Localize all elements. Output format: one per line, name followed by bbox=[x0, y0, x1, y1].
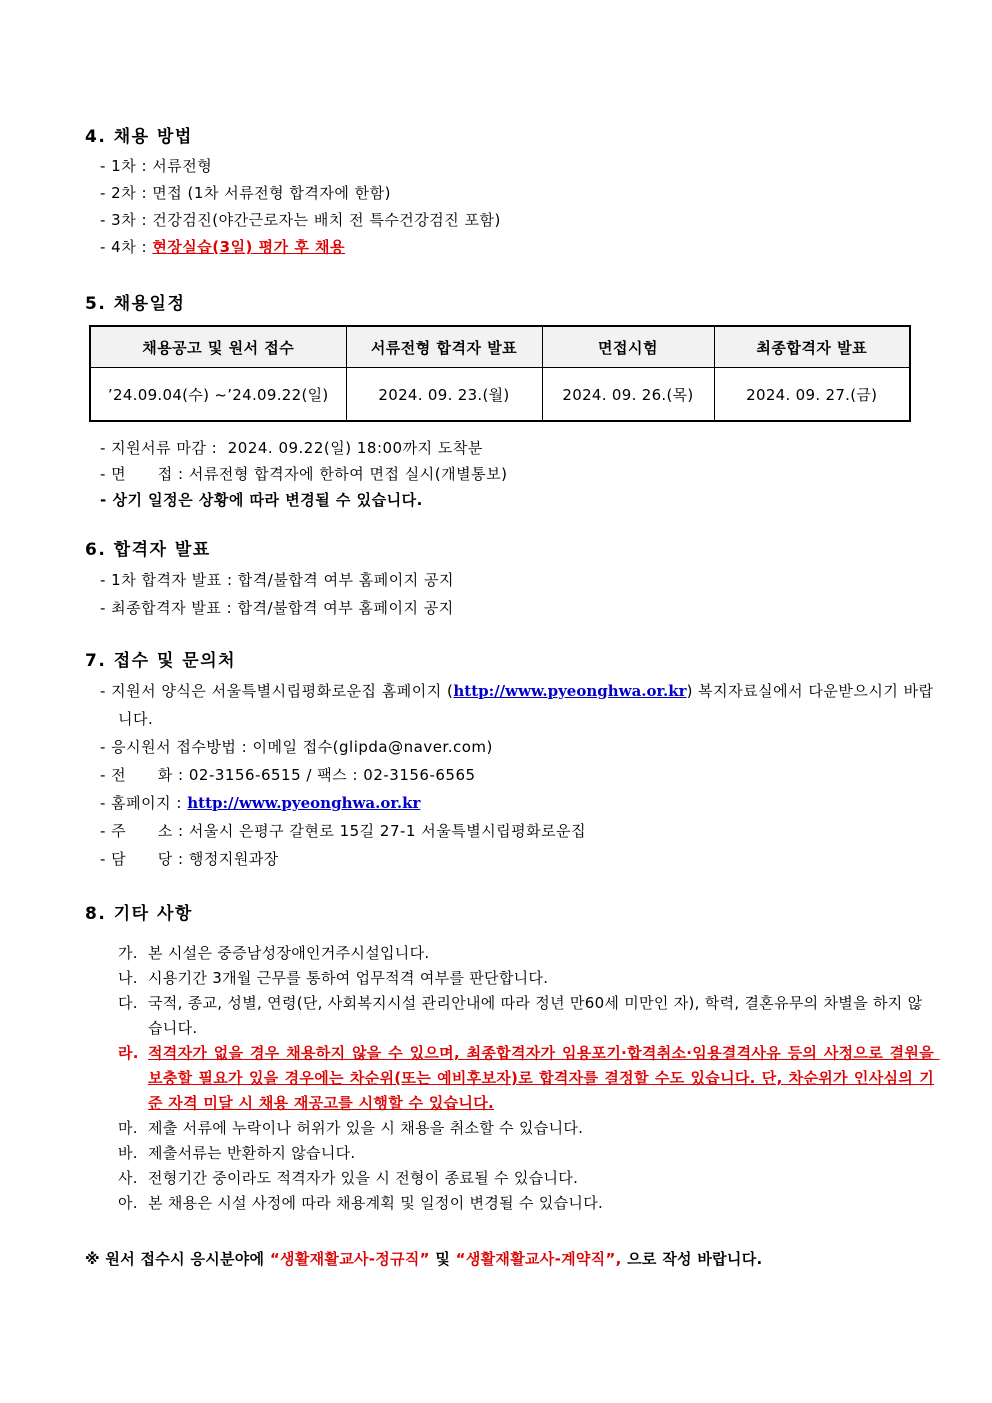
contact-form-prefix: - 지원서 양식은 서울특별시립평화로운집 홈페이지 ( bbox=[100, 682, 454, 700]
footnote-contract-position: “생활재활교사-계약직”, bbox=[455, 1250, 622, 1268]
schedule-table bbox=[89, 325, 911, 422]
schedule-note-interview: - 면 접 : 서류전형 합격자에 한하여 면접 실시(개별통보) bbox=[100, 465, 508, 483]
method-item-4 bbox=[85, 234, 934, 261]
schedule-interview-date: 2024. 09. 26.(목) bbox=[542, 368, 714, 422]
contact-manager-line: - 담 당 : 행정지원과장 bbox=[100, 850, 279, 868]
schedule-doc-result-date: 2024. 09. 23.(월) bbox=[346, 368, 542, 422]
contact-homepage-line bbox=[85, 789, 934, 817]
contact-form-suffix: ) 복지자료실에서 다운받으시기 바랍니다. bbox=[118, 682, 934, 728]
footnote-regular-position: “생활재활교사-정규직” bbox=[269, 1250, 430, 1268]
contact-form-line bbox=[85, 677, 934, 733]
schedule-col-apply: 채용공고 및 원서 접수 bbox=[90, 326, 346, 368]
etc-item-ra-warning: 라. 적격자가 없을 경우 채용하지 않을 수 있으며, 최종합격자가 임용포기·합격취소·임용결격사유 등의 사정으로 결원을 보충할 필요가 있을 경우에는 차순위(또는 예비후보자)로 합격자를 결정할 수도 있습니다. 단, 차순위가 인사심의 기준 자격 미달 시 채용 재공고를 시행할 수 있습니다. bbox=[118, 1044, 940, 1112]
footnote-prefix: ※ 원서 접수시 응시분야에 bbox=[85, 1250, 270, 1268]
schedule-note-deadline: - 지원서류 마감 : 2024. 09.22(일) 18:00까지 도착분 bbox=[100, 439, 483, 457]
section-etc bbox=[85, 903, 940, 1216]
schedule-apply-dates: ’24.09.04(수) ~’24.09.22(일) bbox=[90, 368, 346, 422]
section-heading-contact: 7. 접수 및 문의처 bbox=[85, 651, 237, 671]
etc-item-a: 아. 본 채용은 시설 사정에 따라 채용계획 및 일정이 변경될 수 있습니다. bbox=[118, 1194, 604, 1212]
etc-item-na: 나. 시용기간 3개월 근무를 통하여 업무적격 여부를 판단합니다. bbox=[118, 969, 549, 987]
method-item-4-highlight: 현장실습(3일) 평가 후 채용 bbox=[152, 238, 346, 256]
etc-item-da: 다. 국적, 종교, 성별, 연령(단, 사회복지시설 관리안내에 따라 정년 만60세 미만인 자), 학력, 결혼유무의 차별을 하지 않습니다. bbox=[118, 994, 923, 1037]
schedule-note-change: - 상기 일정은 상황에 따라 변경될 수 있습니다. bbox=[100, 491, 423, 509]
schedule-header-row bbox=[90, 326, 910, 368]
footnote-mid: 및 bbox=[429, 1250, 456, 1268]
etc-item-sa: 사. 전형기간 중이라도 적격자가 있을 시 전형이 종료될 수 있습니다. bbox=[118, 1169, 579, 1187]
schedule-final-date: 2024. 09. 27.(금) bbox=[714, 368, 910, 422]
schedule-data-row bbox=[90, 368, 910, 422]
etc-item-ma: 마. 제출 서류에 누락이나 허위가 있을 시 채용을 취소할 수 있습니다. bbox=[118, 1119, 584, 1137]
application-field-footnote bbox=[85, 1246, 934, 1272]
footnote-suffix: 으로 작성 바랍니다. bbox=[621, 1250, 763, 1268]
contact-homepage-label: - 홈페이지 : bbox=[100, 794, 188, 812]
method-item-3: - 3차 : 건강검진(야간근로자는 배치 전 특수건강검진 포함) bbox=[100, 211, 501, 229]
contact-address-line: - 주 소 : 서울시 은평구 갈현로 15길 27-1 서울특별시립평화로운집 bbox=[100, 822, 587, 840]
method-item-2: - 2차 : 면접 (1차 서류전형 합격자에 한함) bbox=[100, 184, 391, 202]
schedule-col-interview: 면접시험 bbox=[542, 326, 714, 368]
etc-item-ga: 가. 본 시설은 중증남성장애인거주시설입니다. bbox=[118, 944, 430, 962]
section-recruit-method bbox=[85, 126, 934, 261]
homepage-link-2[interactable]: http://www.pyeonghwa.or.kr bbox=[187, 794, 421, 812]
section-contact bbox=[85, 650, 934, 873]
method-item-1: - 1차 : 서류전형 bbox=[100, 157, 213, 175]
section-heading-schedule: 5. 채용일정 bbox=[85, 294, 186, 314]
announce-item-2: - 최종합격자 발표 : 합격/불합격 여부 홈페이지 공지 bbox=[100, 599, 454, 617]
section-heading-announcement: 6. 합격자 발표 bbox=[85, 540, 211, 560]
section-announcement bbox=[85, 539, 934, 622]
announce-item-1: - 1차 합격자 발표 : 합격/불합격 여부 홈페이지 공지 bbox=[100, 571, 455, 589]
method-item-4-prefix: - 4차 : bbox=[100, 238, 153, 256]
contact-phone-line: - 전 화 : 02-3156-6515 / 팩스 : 02-3156-6565 bbox=[100, 766, 476, 784]
schedule-col-doc-result: 서류전형 합격자 발표 bbox=[346, 326, 542, 368]
section-heading-etc: 8. 기타 사항 bbox=[85, 904, 193, 924]
section-heading-method: 4. 채용 방법 bbox=[85, 127, 193, 147]
schedule-col-final: 최종합격자 발표 bbox=[714, 326, 910, 368]
contact-apply-line: - 응시원서 접수방법 : 이메일 접수(glipda@naver.com) bbox=[100, 738, 493, 756]
section-schedule bbox=[85, 293, 934, 513]
etc-item-ba: 바. 제출서류는 반환하지 않습니다. bbox=[118, 1144, 356, 1162]
homepage-link[interactable]: http://www.pyeonghwa.or.kr bbox=[453, 682, 687, 700]
